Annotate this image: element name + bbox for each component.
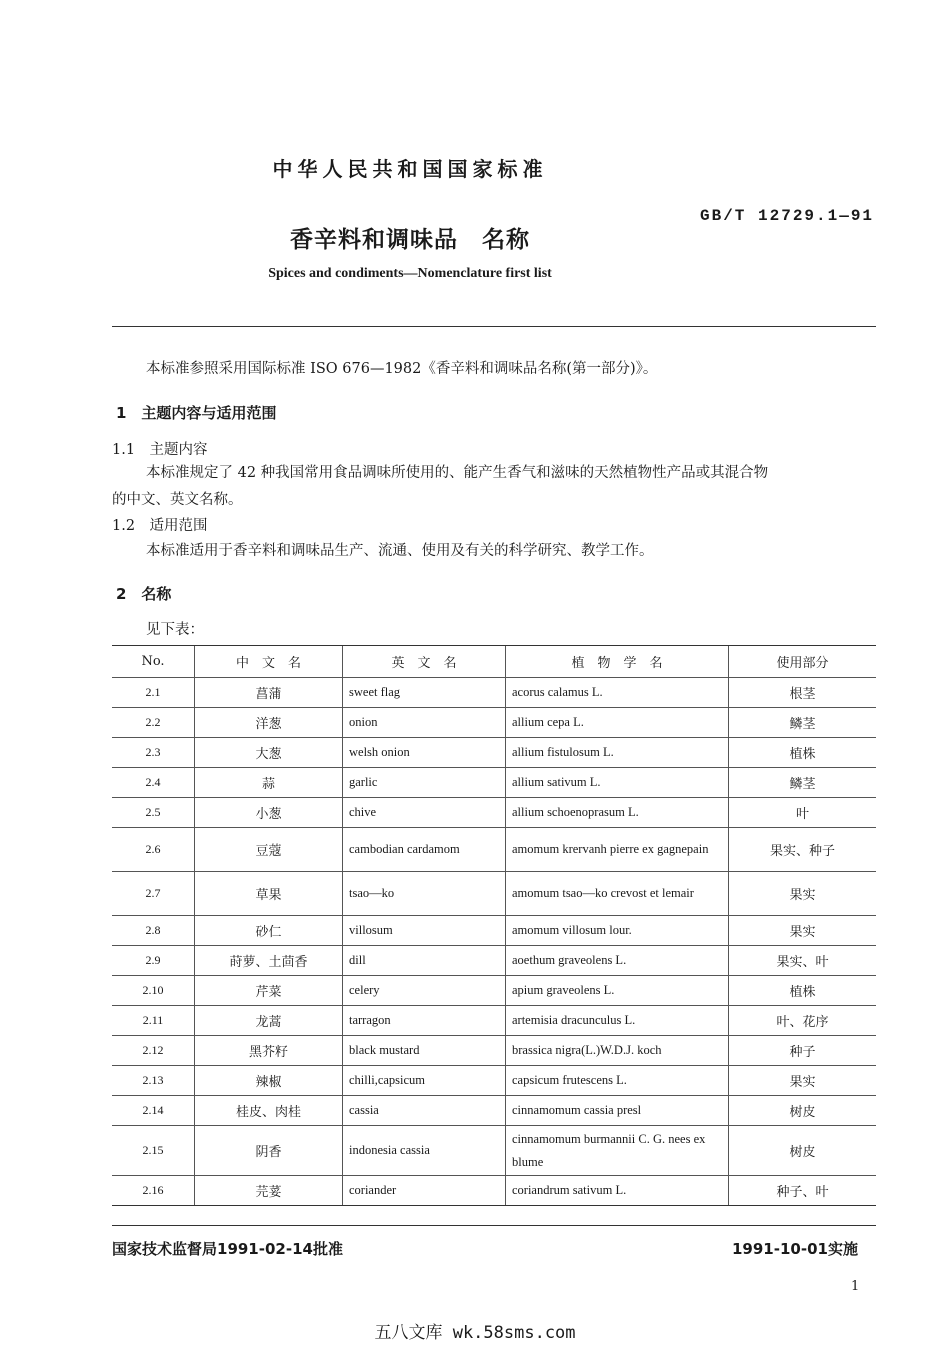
cell-no: 2.6 [112, 828, 195, 872]
cell-no: 2.13 [112, 1066, 195, 1096]
cell-no: 2.9 [112, 946, 195, 976]
cell-part-used: 根茎 [729, 678, 877, 708]
cell-part-used: 叶、花序 [729, 1006, 877, 1036]
cell-english-name: chive [343, 798, 506, 828]
cell-no: 2.12 [112, 1036, 195, 1066]
section-1-1-text-line2: 的中文、英文名称。 [112, 492, 243, 508]
cell-chinese-name: 大葱 [195, 738, 343, 768]
section-1-2-text: 本标准适用于香辛料和调味品生产、流通、使用及有关的科学研究、教学工作。 [146, 543, 654, 559]
cell-no: 2.5 [112, 798, 195, 828]
table-row [112, 946, 876, 976]
cell-english-name: dill [343, 946, 506, 976]
cell-part-used: 植株 [729, 976, 877, 1006]
table-row [112, 916, 876, 946]
cell-english-name: tsao—ko [343, 872, 506, 916]
cell-botanical-name: amomum krervanh pierre ex gagnepain [506, 828, 729, 872]
document-title-cn: 香辛料和调味品 名称 [290, 227, 530, 253]
cell-chinese-name: 芹菜 [195, 976, 343, 1006]
cell-part-used: 树皮 [729, 1126, 877, 1176]
cell-botanical-name: cinnamomum cassia presl [506, 1096, 729, 1126]
cell-botanical-name: artemisia dracunculus L. [506, 1006, 729, 1036]
cell-chinese-name: 砂仁 [195, 916, 343, 946]
table-row [112, 828, 876, 872]
cell-no: 2.1 [112, 678, 195, 708]
cell-english-name: cassia [343, 1096, 506, 1126]
cell-english-name: garlic [343, 768, 506, 798]
cell-english-name: indonesia cassia [343, 1126, 506, 1176]
table-row [112, 1006, 876, 1036]
column-header-part-used: 使用部分 [729, 646, 877, 678]
cell-no: 2.8 [112, 916, 195, 946]
cell-english-name: chilli,capsicum [343, 1066, 506, 1096]
column-header-chinese-name: 中 文 名 [195, 646, 343, 678]
cell-botanical-name: amomum villosum lour. [506, 916, 729, 946]
cell-botanical-name: capsicum frutescens L. [506, 1066, 729, 1096]
document-title-en: Spices and condiments—Nomenclature first list [268, 266, 552, 281]
cell-english-name: tarragon [343, 1006, 506, 1036]
header-divider [112, 326, 876, 327]
cell-chinese-name: 莳萝、土茴香 [195, 946, 343, 976]
cell-no: 2.11 [112, 1006, 195, 1036]
cell-part-used: 果实 [729, 1066, 877, 1096]
cell-no: 2.2 [112, 708, 195, 738]
cell-botanical-name: allium fistulosum L. [506, 738, 729, 768]
cell-chinese-name: 草果 [195, 872, 343, 916]
cell-english-name: onion [343, 708, 506, 738]
cell-english-name: villosum [343, 916, 506, 946]
cell-botanical-name: aoethum graveolens L. [506, 946, 729, 976]
cell-chinese-name: 桂皮、肉桂 [195, 1096, 343, 1126]
cell-botanical-name: acorus calamus L. [506, 678, 729, 708]
cell-no: 2.15 [112, 1126, 195, 1176]
implementation-date: 1991-10-01实施 [732, 1240, 858, 1258]
section-1-heading: 1 主题内容与适用范围 [116, 404, 277, 422]
cell-chinese-name: 龙蒿 [195, 1006, 343, 1036]
cell-botanical-name: cinnamomum burmannii C. G. nees ex blume [506, 1126, 729, 1176]
table-row [112, 1066, 876, 1096]
table-row [112, 1096, 876, 1126]
cell-english-name: coriander [343, 1176, 506, 1206]
table-row [112, 768, 876, 798]
cell-chinese-name: 芫荽 [195, 1176, 343, 1206]
cell-no: 2.7 [112, 872, 195, 916]
section-1-1-text-line1: 本标准规定了 42 种我国常用食品调味所使用的、能产生香气和滋味的天然植物性产品或其混合物 [146, 465, 769, 481]
table-row [112, 976, 876, 1006]
table-row [112, 1126, 876, 1176]
table-row [112, 1176, 876, 1206]
cell-no: 2.16 [112, 1176, 195, 1206]
national-standard-heading: 中华人民共和国国家标准 [272, 157, 548, 181]
cell-chinese-name: 洋葱 [195, 708, 343, 738]
standard-number: GB/T 12729.1—91 [700, 207, 875, 225]
column-header-english-name: 英 文 名 [343, 646, 506, 678]
table-row [112, 678, 876, 708]
table-row [112, 738, 876, 768]
cell-part-used: 果实、种子 [729, 828, 877, 872]
cell-english-name: sweet flag [343, 678, 506, 708]
cell-botanical-name: allium cepa L. [506, 708, 729, 738]
footer-divider [112, 1225, 876, 1226]
cell-chinese-name: 辣椒 [195, 1066, 343, 1096]
cell-part-used: 果实 [729, 916, 877, 946]
cell-part-used: 种子、叶 [729, 1176, 877, 1206]
table-row [112, 872, 876, 916]
column-header-botanical-name: 植 物 学 名 [506, 646, 729, 678]
cell-chinese-name: 豆蔻 [195, 828, 343, 872]
cell-chinese-name: 菖蒲 [195, 678, 343, 708]
cell-no: 2.3 [112, 738, 195, 768]
cell-part-used: 树皮 [729, 1096, 877, 1126]
column-header-no: No. [112, 646, 195, 678]
section-2-heading: 2 名称 [116, 585, 172, 603]
cell-part-used: 鳞茎 [729, 768, 877, 798]
table-row [112, 1036, 876, 1066]
cell-chinese-name: 小葱 [195, 798, 343, 828]
cell-part-used: 果实 [729, 872, 877, 916]
table-row [112, 798, 876, 828]
cell-no: 2.14 [112, 1096, 195, 1126]
cell-botanical-name: apium graveolens L. [506, 976, 729, 1006]
cell-part-used: 鳞茎 [729, 708, 877, 738]
cell-botanical-name: allium sativum L. [506, 768, 729, 798]
site-watermark: 五八文库 wk.58sms.com [374, 1323, 576, 1343]
cell-no: 2.4 [112, 768, 195, 798]
table-row [112, 708, 876, 738]
section-1-1-heading: 1.1 主题内容 [112, 442, 208, 458]
approval-statement: 国家技术监督局1991-02-14批准 [112, 1240, 343, 1258]
cell-english-name: celery [343, 976, 506, 1006]
see-table-note: 见下表： [146, 622, 204, 638]
cell-english-name: black mustard [343, 1036, 506, 1066]
cell-chinese-name: 蒜 [195, 768, 343, 798]
cell-english-name: welsh onion [343, 738, 506, 768]
cell-chinese-name: 阴香 [195, 1126, 343, 1176]
section-1-2-heading: 1.2 适用范围 [112, 518, 208, 534]
table-header-row [112, 646, 876, 678]
spice-nomenclature-table [112, 645, 876, 1206]
cell-botanical-name: amomum tsao—ko crevost et lemair [506, 872, 729, 916]
cell-part-used: 果实、叶 [729, 946, 877, 976]
cell-part-used: 种子 [729, 1036, 877, 1066]
cell-part-used: 植株 [729, 738, 877, 768]
cell-chinese-name: 黑芥籽 [195, 1036, 343, 1066]
page-number: 1 [851, 1279, 860, 1294]
cell-part-used: 叶 [729, 798, 877, 828]
intro-paragraph: 本标准参照采用国际标准 ISO 676—1982《香辛料和调味品名称(第一部分)》。 [146, 361, 658, 377]
cell-english-name: cambodian cardamom [343, 828, 506, 872]
cell-botanical-name: coriandrum sativum L. [506, 1176, 729, 1206]
cell-botanical-name: allium schoenoprasum L. [506, 798, 729, 828]
cell-no: 2.10 [112, 976, 195, 1006]
cell-botanical-name: brassica nigra(L.)W.D.J. koch [506, 1036, 729, 1066]
